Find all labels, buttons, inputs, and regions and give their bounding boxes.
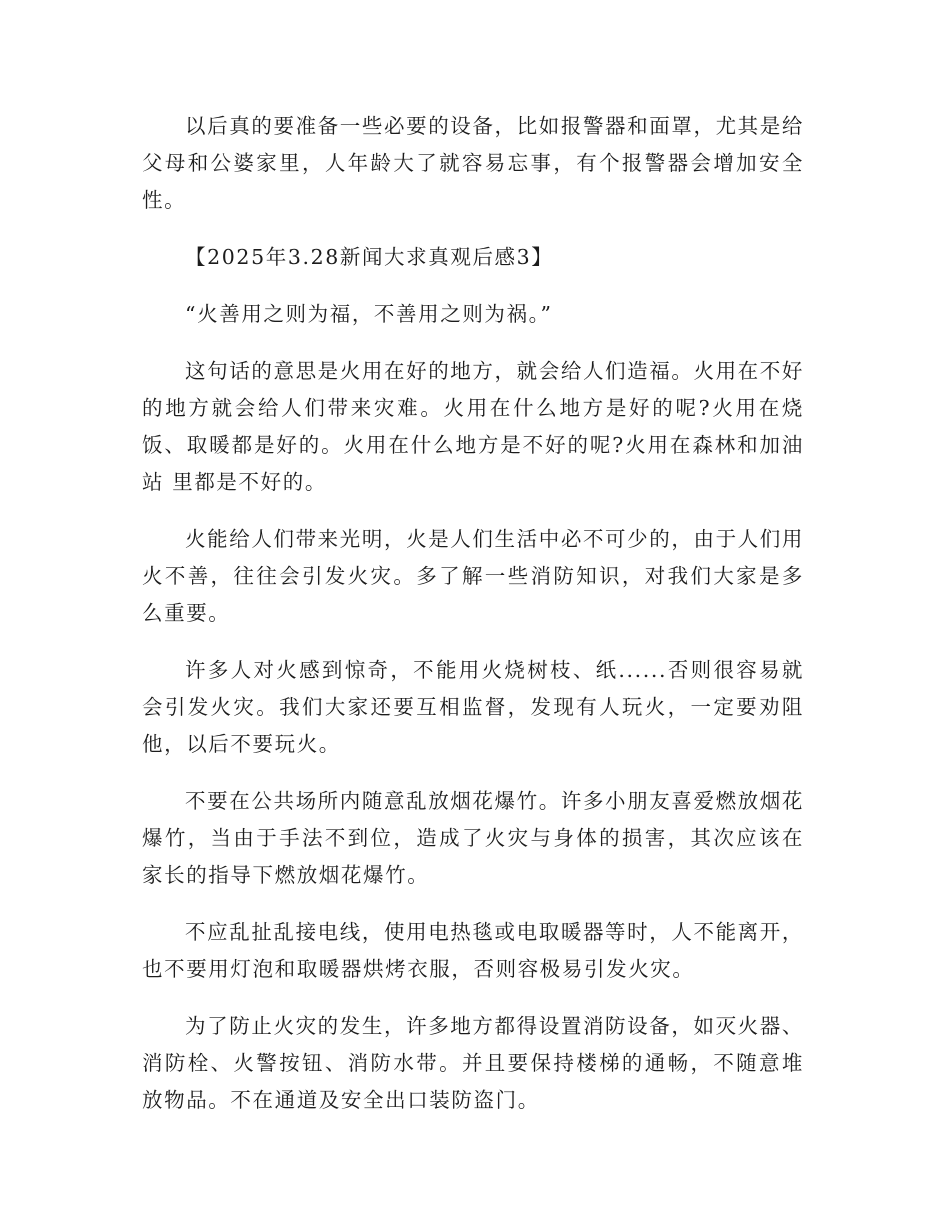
paragraph-safety-equipment: 以后真的要准备一些必要的设备，比如报警器和面罩，尤其是给父母和公婆家里，人年龄大了就容易忘事，有个报警器会增加安全性。 <box>142 114 804 212</box>
document-body <box>142 108 804 1139</box>
paragraph-fire-equipment: 为了防止火灾的发生，许多地方都得设置消防设备，如灭火器、消防栓、火警按钮、消防水带。并且要保持楼梯的通畅，不随意堆放物品。不在通道及安全出口装防盗门。 <box>142 1014 804 1112</box>
paragraph-fireworks: 不要在公共场所内随意乱放烟花爆竹。许多小朋友喜爱燃放烟花爆竹，当由于手法不到位，造成了火灾与身体的损害，其次应该在家长的指导下燃放烟花爆竹。 <box>142 789 804 887</box>
paragraph-fire-brings-light: 火能给人们带来光明，火是人们生活中必不可少的，由于人们用火不善，往往会引发火灾。多了解一些消防知识，对我们大家是多么重要。 <box>142 527 804 625</box>
paragraph-electric-wires: 不应乱扯乱接电线，使用电热毯或电取暖器等时，人不能离开，也不要用灯泡和取暖器烘烤衣服，否则容极易引发火灾。 <box>142 920 804 981</box>
paragraph-meaning: 这句话的意思是火用在好的地方，就会给人们造福。火用在不好的地方就会给人们带来灾难。火用在什么地方是好的呢?火用在烧饭、取暖都是好的。火用在什么地方是不好的呢?火用在森林和加油站 里都是不好的。 <box>142 359 804 494</box>
section-heading: 【2025年3.28新闻大求真观后感3】 <box>185 245 554 269</box>
quote-line: “火善用之则为福，不善用之则为祸。” <box>185 302 553 326</box>
paragraph-do-not-play-with-fire: 许多人对火感到惊奇，不能用火烧树枝、纸......否则很容易就会引发火灾。我们大家还要互相监督，发现有人玩火，一定要劝阻他，以后不要玩火。 <box>142 658 804 756</box>
